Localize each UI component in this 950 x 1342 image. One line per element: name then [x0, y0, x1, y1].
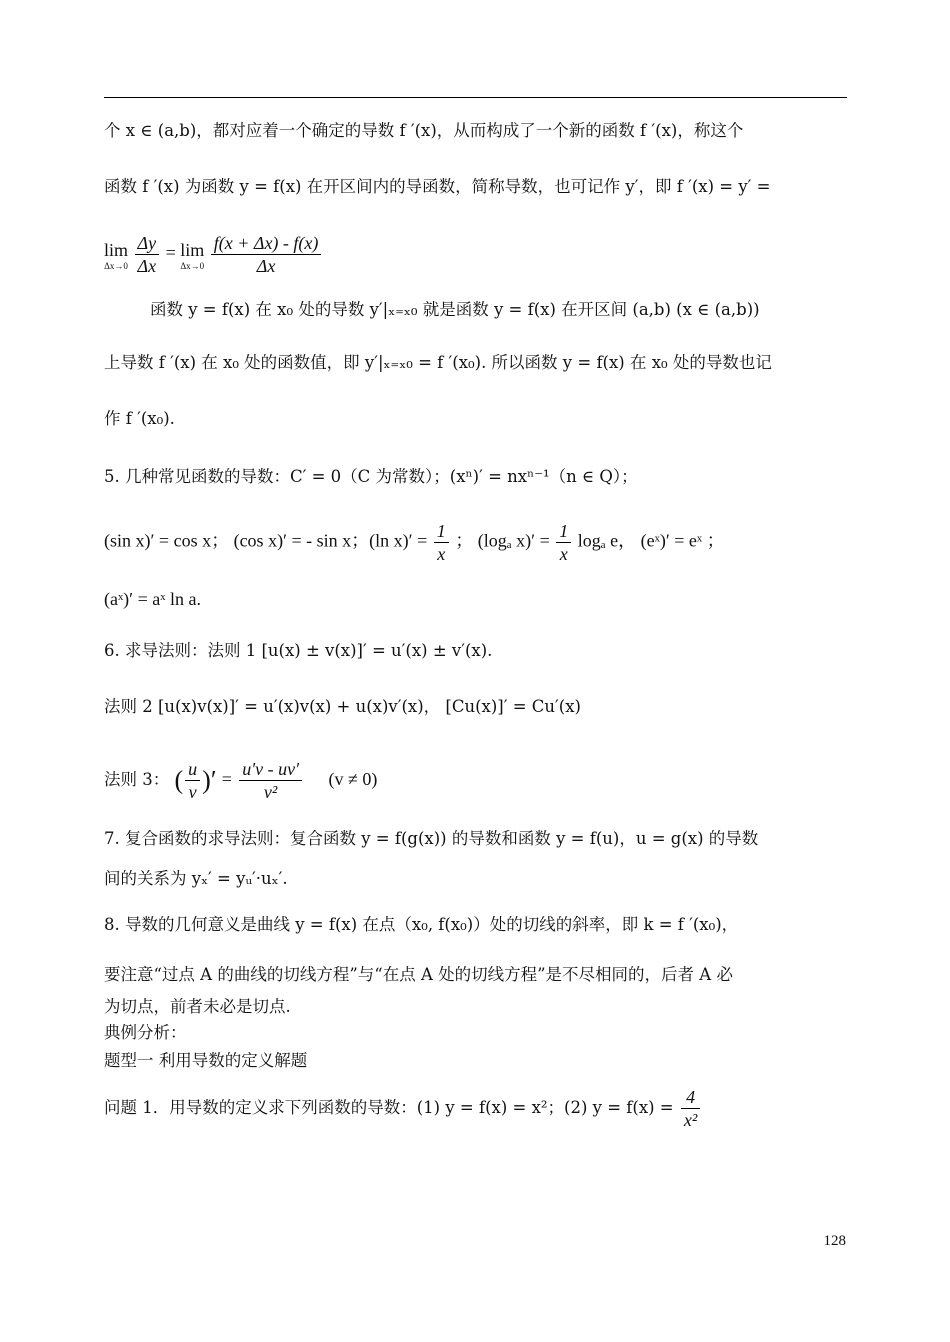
problem-type-one-heading: 题型一 利用导数的定义解题 [104, 1051, 308, 1070]
header-rule [104, 97, 847, 98]
page-number: 128 [823, 1233, 846, 1249]
limit-formula [104, 232, 847, 276]
frac-den-x-2: x [559, 544, 568, 564]
chain-rule-relation: 间的关系为 yₓ′ = yᵤ′·uₓ′. [104, 869, 288, 888]
lim-subscript: Δx→0 [104, 260, 128, 271]
item-8-geometric-meaning: 8. 导数的几何意义是曲线 y = f(x) 在点（x₀, f(x₀)）处的切线的斜率，即 k = f ′(x₀)， [104, 915, 739, 934]
right-paren: )′ [202, 765, 217, 795]
derivative-formulas-row [104, 520, 847, 564]
lim-word: lim [104, 239, 129, 260]
frac-den-x2: x² [683, 1110, 698, 1130]
text-line-4: 函数 y = f(x) 在 x₀ 处的导数 y′|ₓ₌ₓ₀ 就是函数 y = f(x) 在开区间 (a,b) (x ∈ (a,b)) [150, 300, 760, 319]
lim-word-2: lim [180, 239, 205, 260]
fraction-4-over-x2 [681, 1086, 700, 1131]
formulas-part-e: logₐ e， (eˣ)′ = eˣ ； [577, 530, 725, 551]
text-line-6: 作 f ′(x₀). [104, 409, 175, 428]
frac-num-difference: f(x + Δx) - f(x) [211, 232, 322, 255]
fraction-quotient-rule [239, 758, 302, 803]
text-line-17: 为切点，前者未必是切点. [104, 997, 291, 1016]
frac-num-u: u [185, 758, 200, 781]
fraction-dy-dx [135, 232, 160, 277]
equals-sign-3: = [221, 769, 232, 789]
item-7-chain-rule: 7. 复合函数的求导法则：复合函数 y = f(g(x)) 的导数和函数 y = f(u)，u = g(x) 的导数 [104, 829, 759, 848]
item-5-common-derivatives: 5. 几种常见函数的导数：C′ = 0（C 为常数）；(xⁿ)′ = nxⁿ⁻¹（n ∈ Q）； [104, 467, 638, 486]
left-paren: ( [174, 765, 184, 795]
equals-sign: = [165, 242, 176, 263]
frac-num-4: 4 [681, 1086, 700, 1109]
fraction-1-over-x-2 [556, 520, 571, 565]
text-line-5: 上导数 f ′(x) 在 x₀ 处的函数值，即 y′|ₓ₌ₓ₀ = f ′(x₀). 所以函数 y = f(x) 在 x₀ 处的导数也记 [104, 353, 772, 372]
frac-num-quotient: u′v - uv′ [239, 758, 302, 781]
frac-den-v2: v² [263, 782, 278, 802]
frac-den-v: v [188, 782, 197, 802]
frac-den-x: x [437, 544, 446, 564]
problem-1-text: 问题 1．用导数的定义求下列函数的导数：(1) y = f(x) = x²；(2) y = f(x) = [104, 1098, 674, 1117]
frac-num-1-2: 1 [556, 520, 571, 543]
lim-1 [104, 239, 128, 271]
example-analysis-heading: 典例分析： [104, 1023, 187, 1042]
item-6-rule-1: 6. 求导法则：法则 1 [u(x) ± v(x)]′ = u′(x) ± v′(x). [104, 641, 493, 660]
frac-num-1: 1 [434, 520, 449, 543]
frac-den-dx: Δx [137, 256, 157, 276]
lim-subscript-2: Δx→0 [180, 260, 205, 271]
fraction-difference-quotient [211, 232, 322, 277]
fraction-1-over-x [434, 520, 449, 565]
problem-1 [104, 1086, 847, 1132]
exp-derivative-formula: (aˣ)′ = aˣ ln a. [104, 589, 201, 609]
rule-2: 法则 2 [u(x)v(x)]′ = u′(x)v(x) + u(x)v′(x)， [Cu(x)]′ = Cu′(x) [104, 697, 581, 716]
rule-3 [104, 758, 847, 808]
condition-v-nonzero: (v ≠ 0) [328, 769, 378, 789]
text-line-16: 要注意“过点 A 的曲线的切线方程”与“在点 A 处的切线方程”是不尽相同的，后者 A 必 [104, 965, 733, 984]
frac-num-dy: Δy [135, 232, 160, 255]
formulas-part-d: ； (logₐ x)′ = [455, 530, 550, 551]
lim-2 [180, 239, 204, 271]
frac-den-dx-2: Δx [256, 256, 276, 276]
fraction-u-over-v [185, 758, 200, 803]
text-line-2: 函数 f ′(x) 为函数 y = f(x) 在开区间内的导函数，简称导数，也可记作 y′，即 f ′(x) = y′ = [104, 177, 771, 196]
text-line-1: 个 x ∈ (a,b)，都对应着一个确定的导数 f ′(x)，从而构成了一个新的函数 f ′(x)，称这个 [104, 121, 744, 140]
formulas-part-a: (sin x)′ = cos x； (cos x)′ = - sin x；(ln x)′ = [104, 530, 428, 551]
rule-3-label: 法则 3： [104, 770, 170, 789]
